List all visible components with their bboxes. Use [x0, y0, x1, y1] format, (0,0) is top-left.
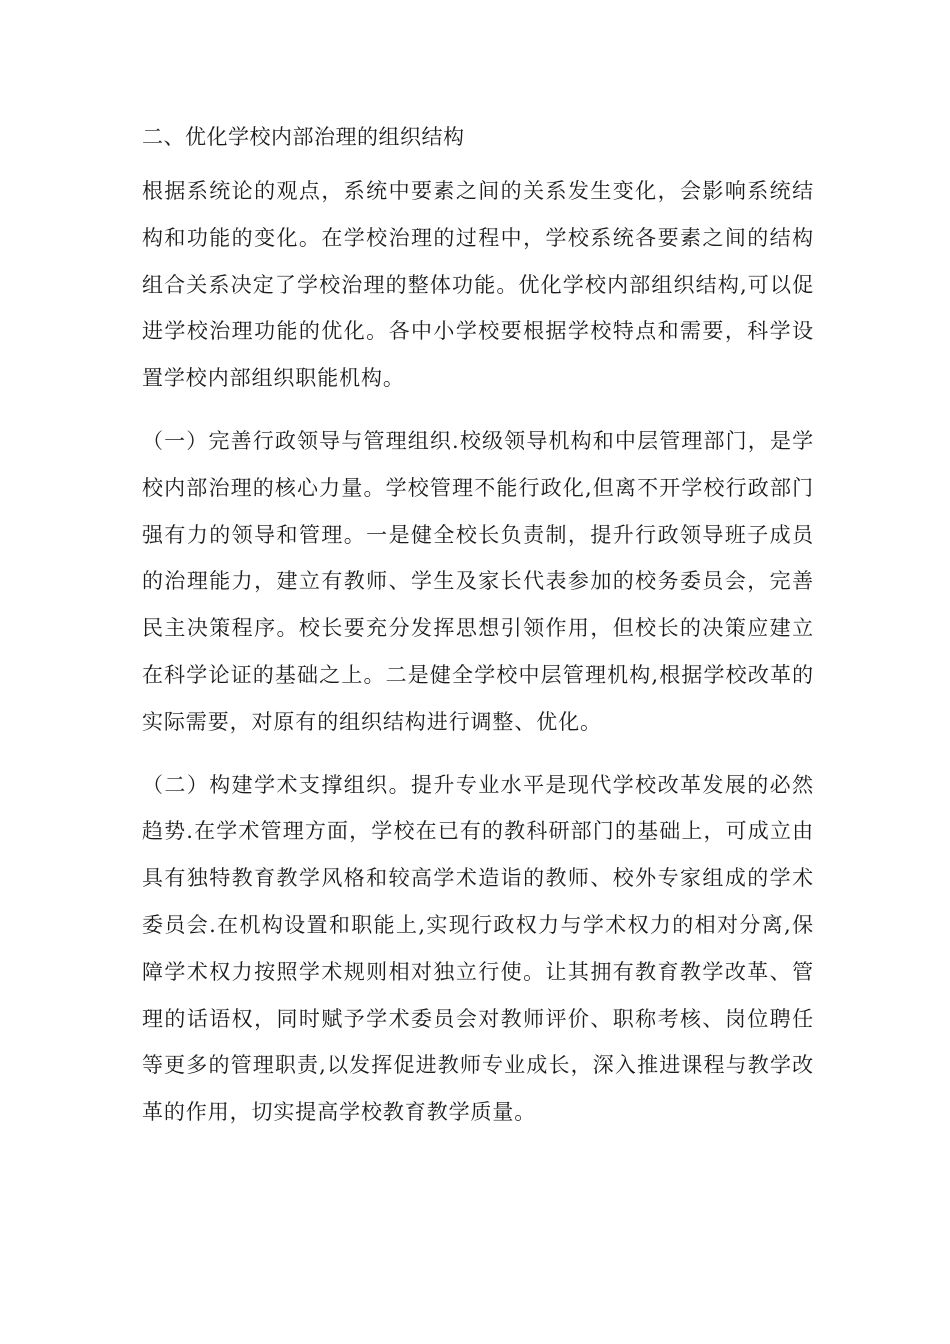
- paragraph-academic-organization: （二）构建学术支撑组织。提升专业水平是现代学校改革发展的必然趋势.在学术管理方面，学校在已有的教科研部门的基础上，可成立由具有独特教育教学风格和较高学术造诣的教师、校外专家组成的学术委员会.在机构设置和职能上,实现行政权力与学术权力的相对分离,保障学术权力按照学术规则相对独立行使。让其拥有教育教学改革、管理的话语权，同时赋予学术委员会对教师评价、职称考核、岗位聘任等更多的管理职责,以发挥促进教师专业成长，深入推进课程与教学改革的作用，切实提高学校教育教学质量。: [142, 772, 814, 1125]
- paragraph-intro: 根据系统论的观点，系统中要素之间的关系发生变化，会影响系统结构和功能的变化。在学校治理的过程中，学校系统各要素之间的结构组合关系决定了学校治理的整体功能。优化学校内部组织结构,可以促进学校治理功能的优化。各中小学校要根据学校特点和需要，科学设置学校内部组织职能机构。: [142, 179, 814, 391]
- section-heading: 二、优化学校内部治理的组织结构: [142, 125, 465, 149]
- document-page: [142, 114, 814, 1152]
- paragraph-admin-organization: （一）完善行政领导与管理组织.校级领导机构和中层管理部门，是学校内部治理的核心力量。学校管理不能行政化,但离不开学校行政部门强有力的领导和管理。一是健全校长负责制，提升行政领导班子成员的治理能力，建立有教师、学生及家长代表参加的校务委员会，完善民主决策程序。校长要充分发挥思想引领作用，但校长的决策应建立在科学论证的基础之上。二是健全学校中层管理机构,根据学校改革的实际需要，对原有的组织结构进行调整、优化。: [142, 428, 814, 734]
